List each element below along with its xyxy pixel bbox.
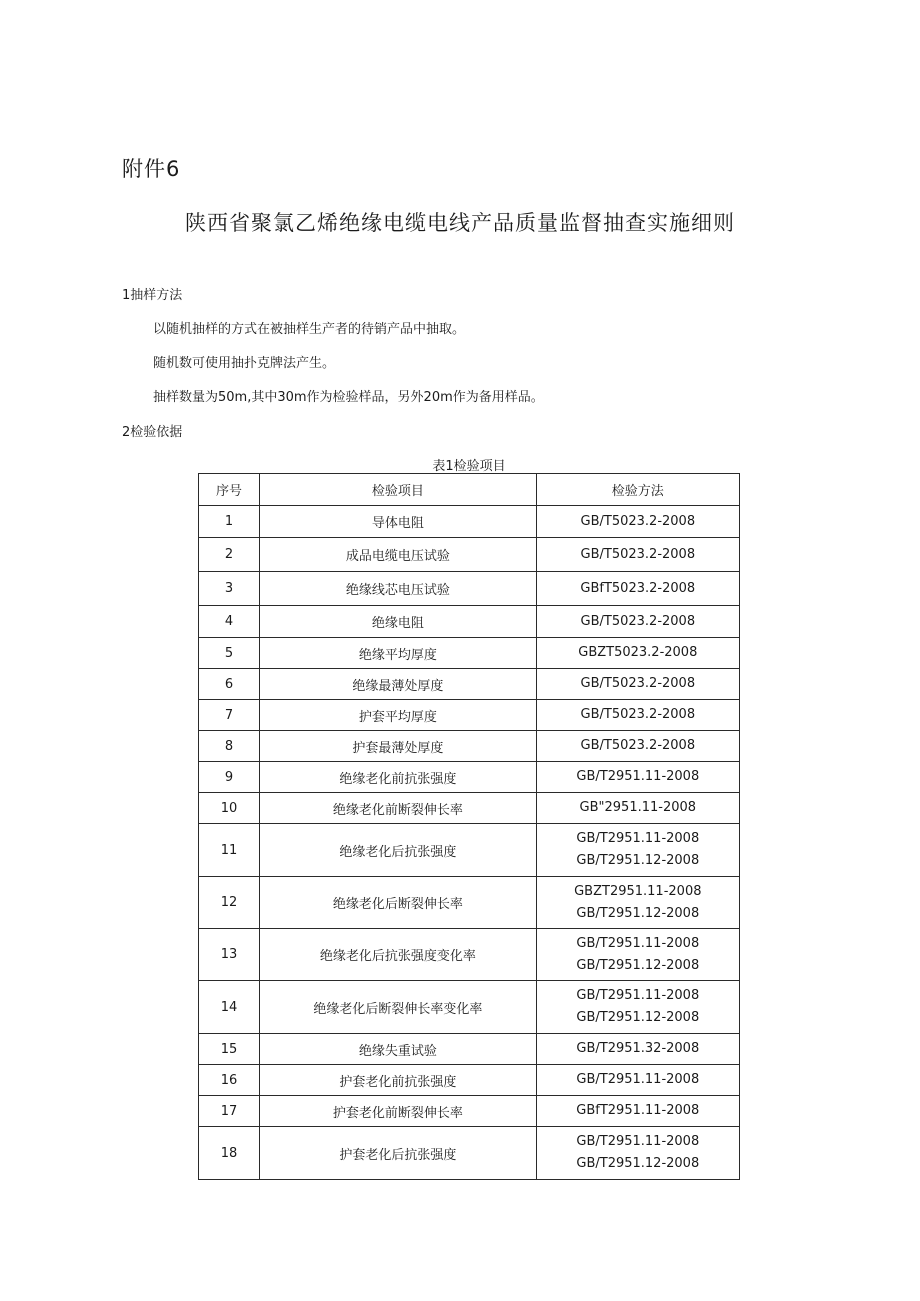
cell-serial-number: 17 [199,1096,260,1127]
section-heading-sampling: 1抽样方法 [122,288,183,303]
cell-inspection-item: 绝缘电阻 [260,606,537,638]
cell-inspection-method [536,824,739,877]
cell-serial-number: 13 [199,929,260,981]
cell-serial-number: 18 [199,1127,260,1180]
table-row [199,877,740,929]
cell-serial-number: 6 [199,669,260,700]
paragraph-sample-quantity: 抽样数量为50m,其中30m作为检验样品，另外20m作为备用样品。 [153,390,544,405]
cell-inspection-method [536,669,739,700]
method-standard: GB/T5023.2-2008 [580,613,696,629]
table-row [199,1127,740,1180]
table-row [199,606,740,638]
cell-inspection-method [536,1096,739,1127]
cell-serial-number: 5 [199,638,260,669]
header-inspection-method: 检验方法 [536,474,739,506]
cell-serial-number: 9 [199,762,260,793]
table-row [199,762,740,793]
cell-serial-number: 15 [199,1034,260,1065]
cell-inspection-item: 绝缘老化前抗张强度 [260,762,537,793]
cell-serial-number: 3 [199,572,260,606]
method-standard: GB/T5023.2-2008 [580,707,696,722]
annex-label: 附件6 [122,157,181,181]
cell-serial-number: 1 [199,506,260,538]
cell-inspection-item: 绝缘最薄处厚度 [260,669,537,700]
cell-inspection-method [536,700,739,731]
method-standard: GB/T5023.2-2008 [580,676,696,691]
cell-inspection-method [536,638,739,669]
header-serial-number: 序号 [199,474,260,506]
cell-inspection-item: 导体电阻 [260,506,537,538]
cell-inspection-method [536,572,739,606]
table-row [199,572,740,606]
table-row [199,929,740,981]
method-standard: GB/T2951.11-2008 [576,831,700,846]
paragraph-sampling-method: 以随机抽样的方式在被抽样生产者的待销产品中抽取。 [153,322,466,337]
cell-inspection-item: 护套老化前抗张强度 [260,1065,537,1096]
table-row [199,981,740,1034]
method-standard: GB/T2951.11-2008 [576,769,700,784]
method-standard: GB"2951.11-2008 [579,800,697,815]
table-row [199,731,740,762]
inspection-items-table [198,473,740,1180]
cell-serial-number: 12 [199,877,260,929]
method-standard: GBfT5023.2-2008 [580,580,696,596]
section-heading-basis: 2检验依据 [122,425,183,440]
method-standard: GB/T2951.11-2008 [576,988,700,1003]
table-row [199,1034,740,1065]
table-row [199,538,740,572]
method-standard: GB/T2951.11-2008 [576,1072,700,1087]
table-row [199,824,740,877]
cell-inspection-item: 绝缘老化前断裂伸长率 [260,793,537,824]
cell-serial-number: 14 [199,981,260,1034]
cell-inspection-method [536,538,739,572]
method-standard: GB/T2951.12-2008 [576,957,700,973]
cell-inspection-method [536,606,739,638]
cell-inspection-method [536,1065,739,1096]
cell-inspection-method [536,1127,739,1180]
cell-inspection-item: 成品电缆电压试验 [260,538,537,572]
table-row [199,700,740,731]
method-standard: GB/T5023.2-2008 [580,738,696,753]
cell-inspection-item: 绝缘失重试验 [260,1034,537,1065]
cell-inspection-item: 护套老化前断裂伸长率 [260,1096,537,1127]
header-inspection-item: 检验项目 [260,474,537,506]
cell-inspection-item: 绝缘老化后抗张强度 [260,824,537,877]
table-row [199,1096,740,1127]
cell-inspection-item: 绝缘老化后断裂伸长率变化率 [260,981,537,1034]
method-standard: GB/T2951.11-2008 [576,1134,700,1149]
cell-serial-number: 4 [199,606,260,638]
cell-serial-number: 2 [199,538,260,572]
table-row [199,669,740,700]
method-standard: GB/T5023.2-2008 [580,546,696,562]
method-standard: GBfT2951.11-2008 [576,1103,700,1118]
cell-inspection-method [536,929,739,981]
cell-serial-number: 16 [199,1065,260,1096]
cell-inspection-item: 绝缘平均厚度 [260,638,537,669]
cell-serial-number: 10 [199,793,260,824]
cell-inspection-method [536,1034,739,1065]
cell-inspection-method [536,877,739,929]
cell-inspection-item: 绝缘老化后断裂伸长率 [260,877,537,929]
cell-inspection-item: 护套最薄处厚度 [260,731,537,762]
document-title: 陕西省聚氯乙烯绝缘电缆电线产品质量监督抽查实施细则 [185,211,735,235]
table-caption: 表1检验项目 [432,459,506,474]
cell-inspection-item: 绝缘线芯电压试验 [260,572,537,606]
table-row [199,638,740,669]
paragraph-random-number: 随机数可使用抽扑克牌法产生。 [153,356,336,371]
method-standard: GB/T2951.12-2008 [576,1156,700,1171]
cell-inspection-method [536,981,739,1034]
cell-inspection-method [536,731,739,762]
cell-inspection-method [536,506,739,538]
method-standard: GBZT5023.2-2008 [578,645,698,660]
table-row [199,793,740,824]
cell-inspection-item: 护套老化后抗张强度 [260,1127,537,1180]
cell-serial-number: 7 [199,700,260,731]
method-standard: GB/T2951.12-2008 [576,853,700,868]
cell-inspection-item: 绝缘老化后抗张强度变化率 [260,929,537,981]
cell-inspection-method [536,762,739,793]
cell-serial-number: 11 [199,824,260,877]
table-header-row [199,474,740,506]
method-standard: GB/T2951.12-2008 [576,905,700,921]
method-standard: GB/T2951.32-2008 [576,1041,700,1056]
method-standard: GBZT2951.11-2008 [574,883,702,899]
method-standard: GB/T5023.2-2008 [580,513,696,529]
cell-inspection-method [536,793,739,824]
method-standard: GB/T2951.12-2008 [576,1010,700,1025]
cell-inspection-item: 护套平均厚度 [260,700,537,731]
method-standard: GB/T2951.11-2008 [576,935,700,951]
table-row [199,1065,740,1096]
table-row [199,506,740,538]
cell-serial-number: 8 [199,731,260,762]
